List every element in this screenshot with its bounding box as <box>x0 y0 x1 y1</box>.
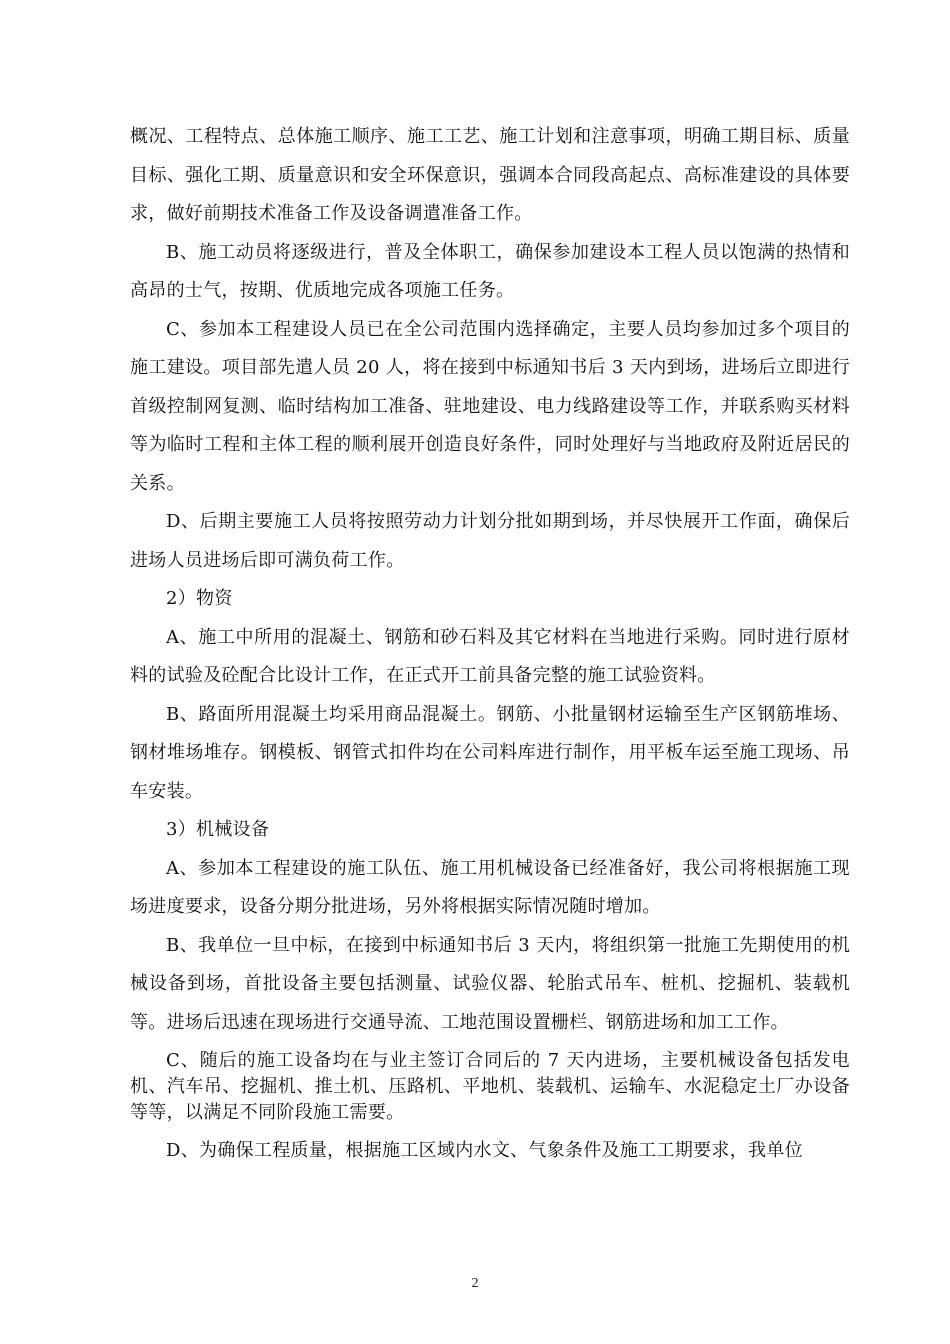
paragraph: A、参加本工程建设的施工队伍、施工用机械设备已经准备好，我公司将根据施工现场进度要求，设备分期分批进场，另外将根据实际情况随时增加。 <box>130 857 850 917</box>
paragraph: C、随后的施工设备均在与业主签订合同后的 7 天内进场，主要机械设备包括发电机、汽车吊、挖掘机、推土机、压路机、平地机、装载机、运输车、水泥稳定土厂办设备等等，以满足不同阶段施工需要。 <box>130 1050 850 1123</box>
paragraph: D、为确保工程质量，根据施工区域内水文、气象条件及施工工期要求，我单位 <box>166 1140 803 1161</box>
paragraph: 概况、工程特点、总体施工顺序、施工工艺、施工计划和注意事项，明确工期目标、质量目标、强化工期、质量意识和安全环保意识，强调本合同段高起点、高标准建设的具体要求，做好前期技术准备工作及设备调遣准备工作。 <box>130 126 850 224</box>
paragraph: B、施工动员将逐级进行，普及全体职工，确保参加建设本工程人员以饱满的热情和高昂的士气，按期、优质地完成各项施工任务。 <box>130 241 850 301</box>
paragraph: B、路面所用混凝土均采用商品混凝土。钢筋、小批量钢材运输至生产区钢筋堆场、钢材堆场堆存。钢模板、钢管式扣件均在公司料库进行制作，用平板车运至施工现场、吊车安装。 <box>130 703 850 802</box>
document-body <box>130 118 850 1171</box>
paragraph: D、后期主要施工人员将按照劳动力计划分批如期到场，并尽快展开工作面，确保后进场人员进场后即可满负荷工作。 <box>130 511 850 571</box>
paragraph: B、我单位一旦中标，在接到中标通知书后 3 天内，将组织第一批施工先期使用的机械设备到场，首批设备主要包括测量、试验仪器、轮胎式吊车、桩机、挖掘机、装载机等。进场后迅速在现场进行交通导流、工地范围设置栅栏、钢筋进场和加工工作。 <box>130 934 850 1033</box>
section-heading: 3）机械设备 <box>166 819 270 840</box>
page-number: 2 <box>471 1276 479 1291</box>
paragraph: C、参加本工程建设人员已在全公司范围内选择确定，主要人员均参加过多个项目的施工建设。项目部先遣人员 20 人，将在接到中标通知书后 3 天内到场，进场后立即进行首级控制网复测、临时结构加工准备、驻地建设、电力线路建设等工作，并联系购买材料等为临时工程和主体工程的顺利展开创造良好条件，同时处理好与当地政府及附近居民的关系。 <box>130 318 850 494</box>
section-heading: 2）物资 <box>166 588 233 609</box>
paragraph: A、施工中所用的混凝土、钢筋和砂石料及其它材料在当地进行采购。同时进行原材料的试验及砼配合比设计工作，在正式开工前具备完整的施工试验资料。 <box>130 626 850 686</box>
